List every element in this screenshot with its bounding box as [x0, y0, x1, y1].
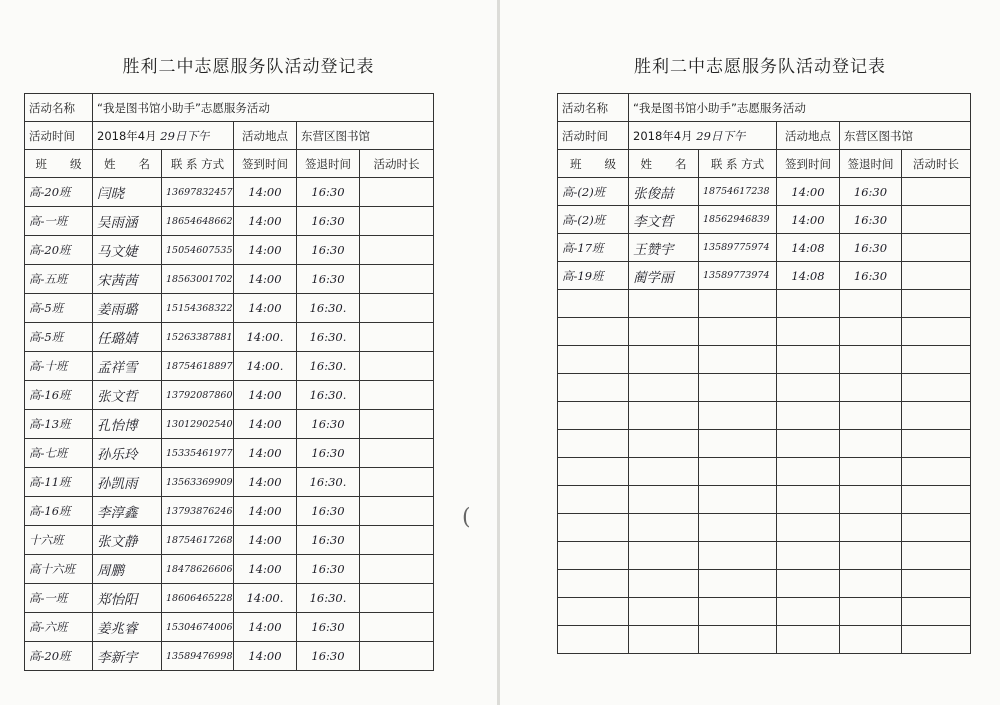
phone-cell: 15263387881 [162, 323, 234, 352]
sign-out-cell [840, 458, 902, 486]
phone-cell: 18654648662 [162, 207, 234, 236]
name-cell [629, 290, 699, 318]
sign-out-cell: 16:30 [297, 497, 360, 526]
duration-cell [360, 178, 434, 207]
phone-cell [699, 542, 777, 570]
sign-out-cell [840, 374, 902, 402]
sign-in-cell [777, 486, 840, 514]
sign-in-header: 签到时间 [234, 150, 297, 178]
duration-cell [360, 468, 434, 497]
name-cell: 任璐婧 [93, 323, 162, 352]
name-cell [629, 598, 699, 626]
phone-cell: 13012902540 [162, 410, 234, 439]
sign-out-cell: 16:30. [297, 323, 360, 352]
phone-cell [699, 402, 777, 430]
name-cell: 王赞宇 [629, 234, 699, 262]
sign-in-header: 签到时间 [777, 150, 840, 178]
name-cell: 孙乐玲 [93, 439, 162, 468]
duration-cell [902, 262, 971, 290]
class-cell: 高-11班 [25, 468, 93, 497]
duration-cell [360, 584, 434, 613]
phone-cell: 13793876246 [162, 497, 234, 526]
table-row [558, 458, 971, 486]
phone-cell: 15304674006 [162, 613, 234, 642]
phone-cell: 13563369909 [162, 468, 234, 497]
class-cell: 高-5班 [25, 294, 93, 323]
phone-cell [699, 318, 777, 346]
phone-cell [699, 430, 777, 458]
phone-cell [699, 458, 777, 486]
sign-in-cell: 14:00 [234, 468, 297, 497]
sign-out-cell [840, 486, 902, 514]
sign-in-cell [777, 290, 840, 318]
class-cell: 高-六班 [25, 613, 93, 642]
phone-cell [699, 290, 777, 318]
phone-cell: 18754617238 [699, 178, 777, 206]
sign-out-cell: 16:30. [297, 468, 360, 497]
name-cell: 宋茜茜 [93, 265, 162, 294]
class-cell [558, 430, 629, 458]
duration-header: 活动时长 [902, 150, 971, 178]
sign-out-cell: 16:30 [297, 265, 360, 294]
table-row [558, 262, 971, 290]
phone-cell: 18562946839 [699, 206, 777, 234]
duration-cell [360, 323, 434, 352]
activity-name-label: 活动名称 [558, 94, 629, 122]
table-row [25, 468, 434, 497]
phone-cell: 15335461977 [162, 439, 234, 468]
duration-cell [360, 410, 434, 439]
class-cell [558, 598, 629, 626]
sign-in-cell: 14:00 [234, 439, 297, 468]
class-cell: 高-17班 [558, 234, 629, 262]
sign-out-cell: 16:30 [297, 642, 360, 671]
duration-cell [360, 265, 434, 294]
sign-in-cell: 14:00. [234, 352, 297, 381]
name-cell: 姜兆睿 [93, 613, 162, 642]
class-header: 班 级 [558, 150, 629, 178]
table-row [558, 626, 971, 654]
class-cell: 高-19班 [558, 262, 629, 290]
sign-out-cell [840, 626, 902, 654]
sign-out-cell: 16:30 [297, 526, 360, 555]
name-cell: 李新宇 [93, 642, 162, 671]
phone-cell [699, 346, 777, 374]
class-cell: 高-20班 [25, 178, 93, 207]
table-row [25, 294, 434, 323]
sign-in-cell [777, 570, 840, 598]
sign-in-cell: 14:00 [777, 206, 840, 234]
name-cell [629, 458, 699, 486]
sign-in-cell: 14:00 [234, 236, 297, 265]
duration-cell [902, 402, 971, 430]
activity-name-value: “我是图书馆小助手”志愿服务活动 [629, 94, 971, 122]
duration-cell [902, 514, 971, 542]
activity-place-label: 活动地点 [777, 122, 840, 150]
sign-in-cell [777, 626, 840, 654]
phone-cell [699, 374, 777, 402]
sign-in-cell [777, 430, 840, 458]
table-row [25, 265, 434, 294]
name-header: 姓 名 [629, 150, 699, 178]
table-row [558, 374, 971, 402]
table-row [558, 430, 971, 458]
duration-cell [360, 207, 434, 236]
phone-cell: 18754617268 [162, 526, 234, 555]
class-cell: 高-十班 [25, 352, 93, 381]
phone-cell: 15154368322 [162, 294, 234, 323]
class-cell [558, 290, 629, 318]
sign-in-cell: 14:00. [234, 323, 297, 352]
duration-cell [902, 486, 971, 514]
duration-header: 活动时长 [360, 150, 434, 178]
sign-out-cell [840, 346, 902, 374]
name-cell [629, 374, 699, 402]
table-row [25, 323, 434, 352]
name-cell [629, 486, 699, 514]
name-cell [629, 570, 699, 598]
duration-cell [902, 626, 971, 654]
sign-out-cell [840, 430, 902, 458]
class-cell: 高-七班 [25, 439, 93, 468]
class-cell: 高-(2)班 [558, 206, 629, 234]
table-row [558, 514, 971, 542]
class-cell [558, 374, 629, 402]
sign-in-cell: 14:00 [234, 410, 297, 439]
sign-in-cell: 14:00 [234, 642, 297, 671]
phone-cell: 13589773974 [699, 262, 777, 290]
sign-out-cell: 16:30 [297, 236, 360, 265]
table-row [558, 570, 971, 598]
table-row [25, 352, 434, 381]
duration-cell [360, 352, 434, 381]
class-cell: 高-16班 [25, 381, 93, 410]
table-row [558, 234, 971, 262]
activity-place-label: 活动地点 [234, 122, 297, 150]
duration-cell [902, 290, 971, 318]
duration-cell [360, 381, 434, 410]
name-cell: 马文婕 [93, 236, 162, 265]
duration-cell [902, 430, 971, 458]
table-row [25, 497, 434, 526]
duration-cell [902, 346, 971, 374]
name-cell: 张俊喆 [629, 178, 699, 206]
class-cell: 高-五班 [25, 265, 93, 294]
registration-table [557, 93, 971, 654]
duration-cell [902, 318, 971, 346]
name-cell: 姜雨璐 [93, 294, 162, 323]
duration-cell [902, 598, 971, 626]
sign-out-cell [840, 514, 902, 542]
name-cell [629, 318, 699, 346]
phone-cell: 18563001702 [162, 265, 234, 294]
class-cell [558, 458, 629, 486]
sign-in-cell: 14:00 [234, 294, 297, 323]
table-row [25, 613, 434, 642]
form-title: 胜利二中志愿服务队活动登记表 [634, 57, 886, 77]
left-page [0, 0, 497, 705]
duration-cell [360, 642, 434, 671]
duration-cell [360, 555, 434, 584]
name-cell [629, 514, 699, 542]
sign-out-cell [840, 598, 902, 626]
sign-out-cell: 16:30 [840, 206, 902, 234]
sign-out-cell: 16:30. [297, 584, 360, 613]
class-cell: 高-20班 [25, 236, 93, 265]
sign-out-cell: 16:30 [840, 234, 902, 262]
class-cell [558, 402, 629, 430]
table-row [25, 439, 434, 468]
binding-mark: ( [462, 505, 471, 530]
class-cell [558, 514, 629, 542]
sign-out-cell [840, 570, 902, 598]
class-cell: 十六班 [25, 526, 93, 555]
sign-in-cell: 14:00 [234, 265, 297, 294]
name-header: 姓 名 [93, 150, 162, 178]
name-cell: 孟祥雪 [93, 352, 162, 381]
sign-in-cell: 14:00 [777, 178, 840, 206]
class-cell [558, 486, 629, 514]
class-cell [558, 570, 629, 598]
duration-cell [360, 497, 434, 526]
name-cell [629, 430, 699, 458]
sign-in-cell: 14:00 [234, 381, 297, 410]
duration-cell [902, 458, 971, 486]
sign-in-cell: 14:00 [234, 178, 297, 207]
table-row [558, 486, 971, 514]
sign-out-cell: 16:30 [840, 178, 902, 206]
activity-time-label: 活动时间 [25, 122, 93, 150]
class-cell [558, 626, 629, 654]
name-cell [629, 402, 699, 430]
sign-out-cell [840, 290, 902, 318]
phone-cell: 13697832457 [162, 178, 234, 207]
name-cell [629, 542, 699, 570]
sign-in-cell [777, 598, 840, 626]
table-row [558, 542, 971, 570]
sign-out-header: 签退时间 [297, 150, 360, 178]
phone-cell [699, 598, 777, 626]
class-cell: 高十六班 [25, 555, 93, 584]
duration-cell [360, 613, 434, 642]
sign-in-cell [777, 402, 840, 430]
name-cell: 孙凯雨 [93, 468, 162, 497]
table-row [25, 642, 434, 671]
class-cell [558, 542, 629, 570]
activity-place-value: 东营区图书馆 [840, 122, 971, 150]
class-cell: 高-一班 [25, 584, 93, 613]
phone-cell: 18754618897 [162, 352, 234, 381]
activity-time-label: 活动时间 [558, 122, 629, 150]
class-cell [558, 318, 629, 346]
name-cell: 李淳鑫 [93, 497, 162, 526]
duration-cell [902, 206, 971, 234]
name-cell: 吴雨涵 [93, 207, 162, 236]
sign-in-cell: 14:00 [234, 613, 297, 642]
phone-cell [699, 626, 777, 654]
table-row [25, 410, 434, 439]
table-row [25, 207, 434, 236]
duration-cell [360, 526, 434, 555]
name-cell: 张文静 [93, 526, 162, 555]
sign-in-cell: 14:00 [234, 207, 297, 236]
class-cell: 高-13班 [25, 410, 93, 439]
sign-in-cell [777, 318, 840, 346]
phone-cell: 13589476998 [162, 642, 234, 671]
duration-cell [902, 234, 971, 262]
sign-in-cell: 14:08 [777, 234, 840, 262]
right-page [500, 0, 1000, 705]
sign-in-cell [777, 346, 840, 374]
sign-out-cell: 16:30. [297, 294, 360, 323]
sign-out-cell: 16:30. [297, 381, 360, 410]
sign-out-header: 签退时间 [840, 150, 902, 178]
phone-cell: 13792087860 [162, 381, 234, 410]
sign-out-cell [840, 402, 902, 430]
class-cell: 高-5班 [25, 323, 93, 352]
duration-cell [902, 570, 971, 598]
sign-out-cell [840, 318, 902, 346]
sign-in-cell [777, 514, 840, 542]
sign-out-cell: 16:30 [297, 207, 360, 236]
activity-name-label: 活动名称 [25, 94, 93, 122]
sign-out-cell: 16:30. [297, 352, 360, 381]
name-cell [629, 626, 699, 654]
table-row [25, 381, 434, 410]
contact-header: 联 系 方式 [699, 150, 777, 178]
name-cell: 闫晓 [93, 178, 162, 207]
class-cell [558, 346, 629, 374]
sign-in-cell [777, 458, 840, 486]
sign-out-cell: 16:30 [297, 410, 360, 439]
contact-header: 联 系 方式 [162, 150, 234, 178]
duration-cell [360, 439, 434, 468]
sign-in-cell [777, 374, 840, 402]
table-row [25, 526, 434, 555]
class-cell: 高-20班 [25, 642, 93, 671]
table-row [25, 178, 434, 207]
name-cell: 蔺学丽 [629, 262, 699, 290]
table-row [558, 346, 971, 374]
name-cell: 周鹏 [93, 555, 162, 584]
sign-out-cell: 16:30 [297, 613, 360, 642]
sign-in-cell [777, 542, 840, 570]
class-cell: 高-一班 [25, 207, 93, 236]
sign-in-cell: 14:00 [234, 555, 297, 584]
class-header: 班 级 [25, 150, 93, 178]
duration-cell [360, 236, 434, 265]
phone-cell [699, 570, 777, 598]
sign-out-cell [840, 542, 902, 570]
sign-out-cell: 16:30 [297, 555, 360, 584]
name-cell: 张文哲 [93, 381, 162, 410]
duration-cell [902, 178, 971, 206]
table-row [558, 206, 971, 234]
name-cell [629, 346, 699, 374]
class-cell: 高-16班 [25, 497, 93, 526]
phone-cell [699, 514, 777, 542]
table-row [558, 178, 971, 206]
table-row [25, 236, 434, 265]
phone-cell [699, 486, 777, 514]
activity-name-value: “我是图书馆小助手”志愿服务活动 [93, 94, 434, 122]
duration-cell [902, 542, 971, 570]
table-row [558, 598, 971, 626]
sign-out-cell: 16:30 [840, 262, 902, 290]
activity-time-value: 2018年4月 29日下午 [93, 122, 234, 150]
phone-cell: 15054607535 [162, 236, 234, 265]
duration-cell [360, 294, 434, 323]
activity-time-value: 2018年4月 29日下午 [629, 122, 777, 150]
phone-cell: 18606465228 [162, 584, 234, 613]
phone-cell: 13589775974 [699, 234, 777, 262]
sign-in-cell: 14:08 [777, 262, 840, 290]
name-cell: 郑怡阳 [93, 584, 162, 613]
sign-in-cell: 14:00 [234, 526, 297, 555]
name-cell: 李文哲 [629, 206, 699, 234]
class-cell: 高-(2)班 [558, 178, 629, 206]
registration-table [24, 93, 434, 671]
name-cell: 孔怡博 [93, 410, 162, 439]
table-row [558, 290, 971, 318]
phone-cell: 18478626606 [162, 555, 234, 584]
activity-place-value: 东营区图书馆 [297, 122, 434, 150]
sign-in-cell: 14:00 [234, 497, 297, 526]
sign-out-cell: 16:30 [297, 439, 360, 468]
duration-cell [902, 374, 971, 402]
form-title: 胜利二中志愿服务队活动登记表 [122, 57, 375, 77]
sign-out-cell: 16:30 [297, 178, 360, 207]
table-row [25, 555, 434, 584]
sign-in-cell: 14:00. [234, 584, 297, 613]
table-row [558, 318, 971, 346]
table-row [25, 584, 434, 613]
table-row [558, 402, 971, 430]
